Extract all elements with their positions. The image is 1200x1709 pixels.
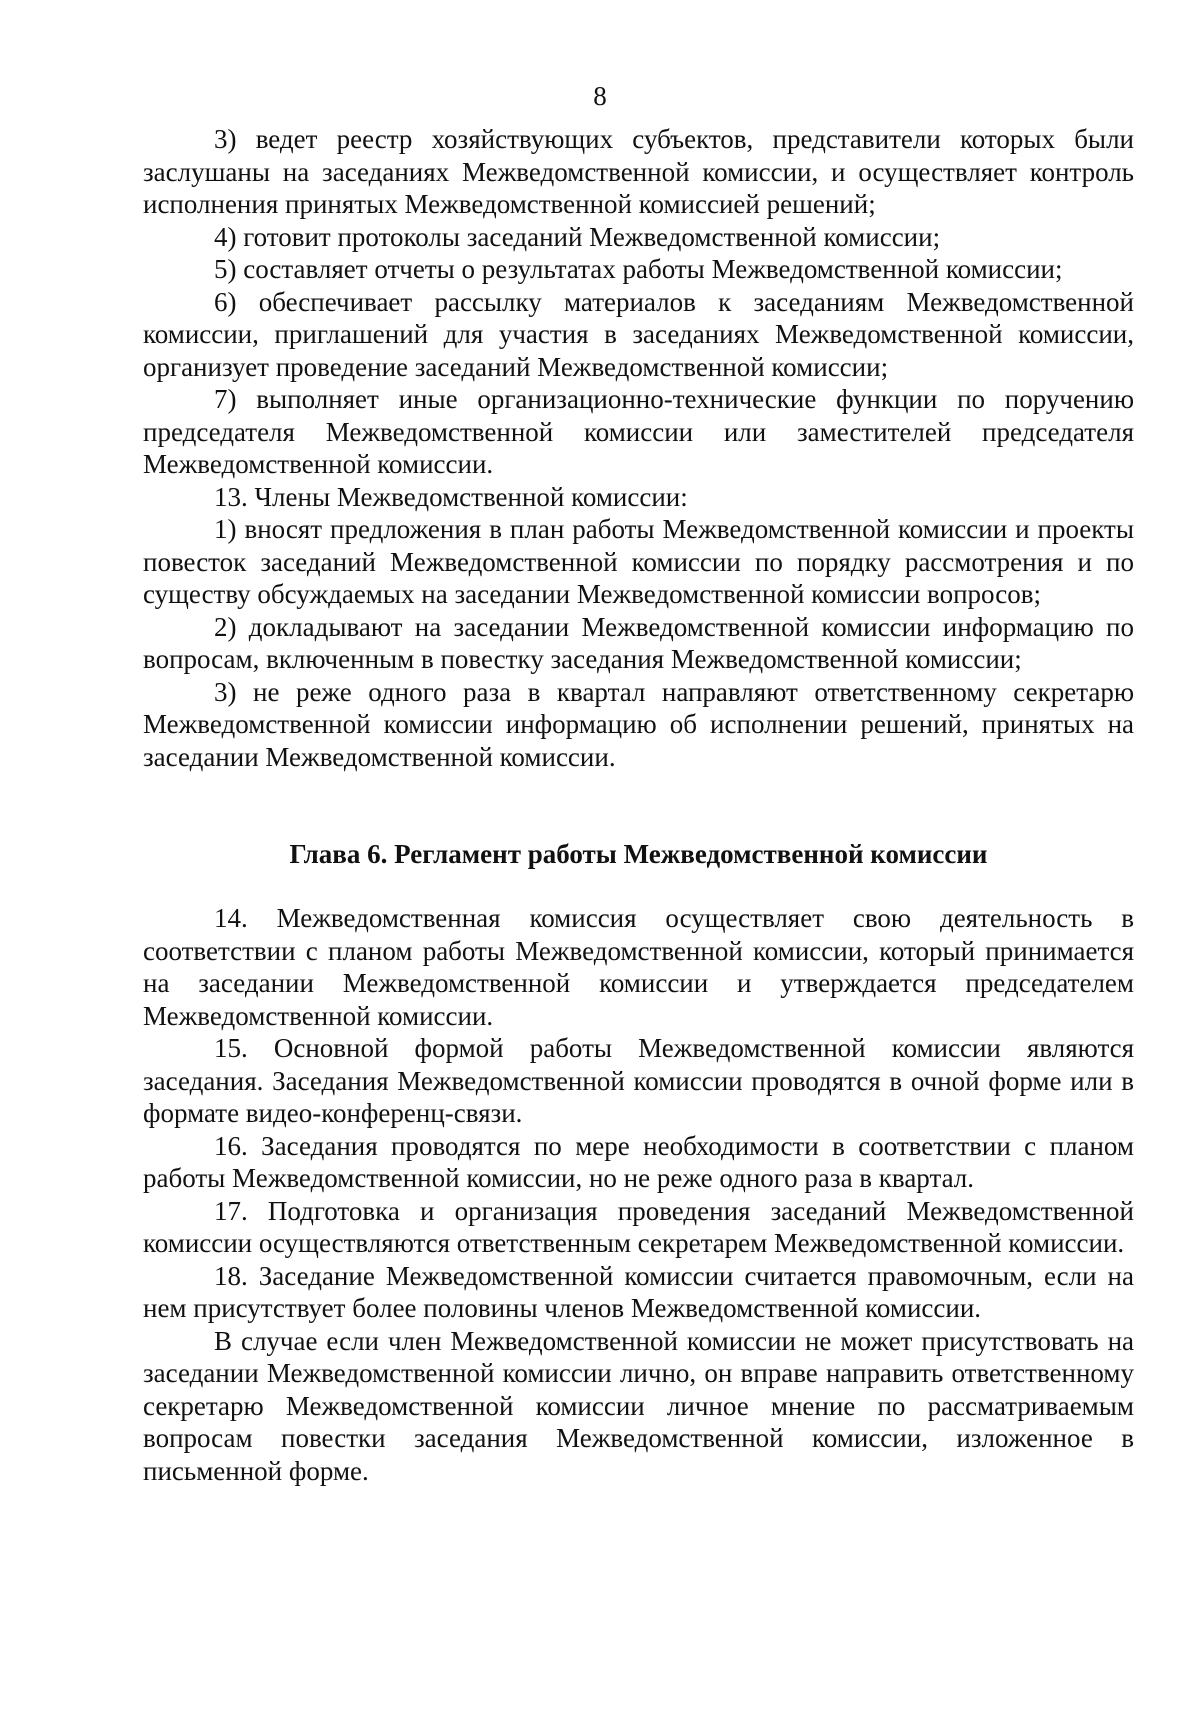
paragraph-clause-18: 18. Заседание Межведомственной комиссии считается правомочным, если на нем присутствует более половины членов Межведомственной комиссии. [143,1260,1134,1323]
paragraph-clause-14: 14. Межведомственная комиссия осуществляет свою деятельность в соответствии с планом работы Межведомственной комиссии, который принимается на заседании Межведомственной комиссии и утверждается председателем Межведомственной комиссии. [143,903,1134,1031]
paragraph-item-3-registry: 3) ведет реестр хозяйствующих субъектов, представители которых были заслушаны на заседаниях Межведомственной комиссии, и осуществляет контроль исполнения принятых Межведомственной комиссией решений; [143,124,1134,219]
paragraph-member-item-1: 1) вносят предложения в план работы Межведомственной комиссии и проекты повесток заседаний Межведомственной комиссии по порядку рассмотрения и по существу обсуждаемых на заседании Межведомственной комиссии вопросов; [143,514,1134,609]
section-secretary-and-members [143,123,1134,773]
paragraph-member-item-3: 3) не реже одного раза в квартал направляют ответственному секретарю Межведомственной комиссии информацию об исполнении решений, принятых на заседании Межведомственной комиссии. [143,676,1134,772]
paragraph-item-4-protocols: 4) готовит протоколы заседаний Межведомственной комиссии; [214,221,941,252]
section-chapter-6 [143,902,1134,1487]
paragraph-absent-member: В случае если член Межведомственной комиссии не может присутствовать на заседании Межведомственной комиссии лично, он вправе направить ответственному секретарю Межведомственной комиссии личное мнение по рассматриваемым вопросам повестки заседания Межведомственной комиссии, изложенное в письменной форме. [143,1325,1134,1486]
page-number: 8 [593,81,607,111]
paragraph-clause-15: 15. Основной формой работы Межведомственной комиссии являются заседания. Заседания Межведомственной комиссии проводятся в очной форме или в формате видео-конференц-связи. [143,1033,1134,1128]
chapter-heading: Глава 6. Регламент работы Межведомственной комиссии [289,839,988,869]
paragraph-clause-13: 13. Члены Межведомственной комиссии: [214,481,688,512]
paragraph-member-item-2: 2) докладывают на заседании Межведомственной комиссии информацию по вопросам, включенным в повестку заседания Межведомственной комиссии; [143,611,1134,674]
paragraph-item-7-other-functions: 7) выполняет иные организационно-технические функции по поручению председателя Межведомственной комиссии или заместителей председателя Межведомственной комиссии. [143,384,1134,479]
paragraph-clause-17: 17. Подготовка и организация проведения заседаний Межведомственной комиссии осуществляются ответственным секретарем Межведомственной комиссии. [143,1195,1134,1258]
paragraph-clause-16: 16. Заседания проводятся по мере необходимости в соответствии с планом работы Межведомственной комиссии, но не реже одного раза в квартал. [143,1130,1134,1193]
paragraph-item-6-mailing: 6) обеспечивает рассылку материалов к заседаниям Межведомственной комиссии, приглашений для участия в заседаниях Межведомственной комиссии, организует проведение заседаний Межведомственной комиссии; [143,286,1134,382]
paragraph-item-5-reports: 5) составляет отчеты о результатах работы Межведомственной комиссии; [214,254,1063,284]
